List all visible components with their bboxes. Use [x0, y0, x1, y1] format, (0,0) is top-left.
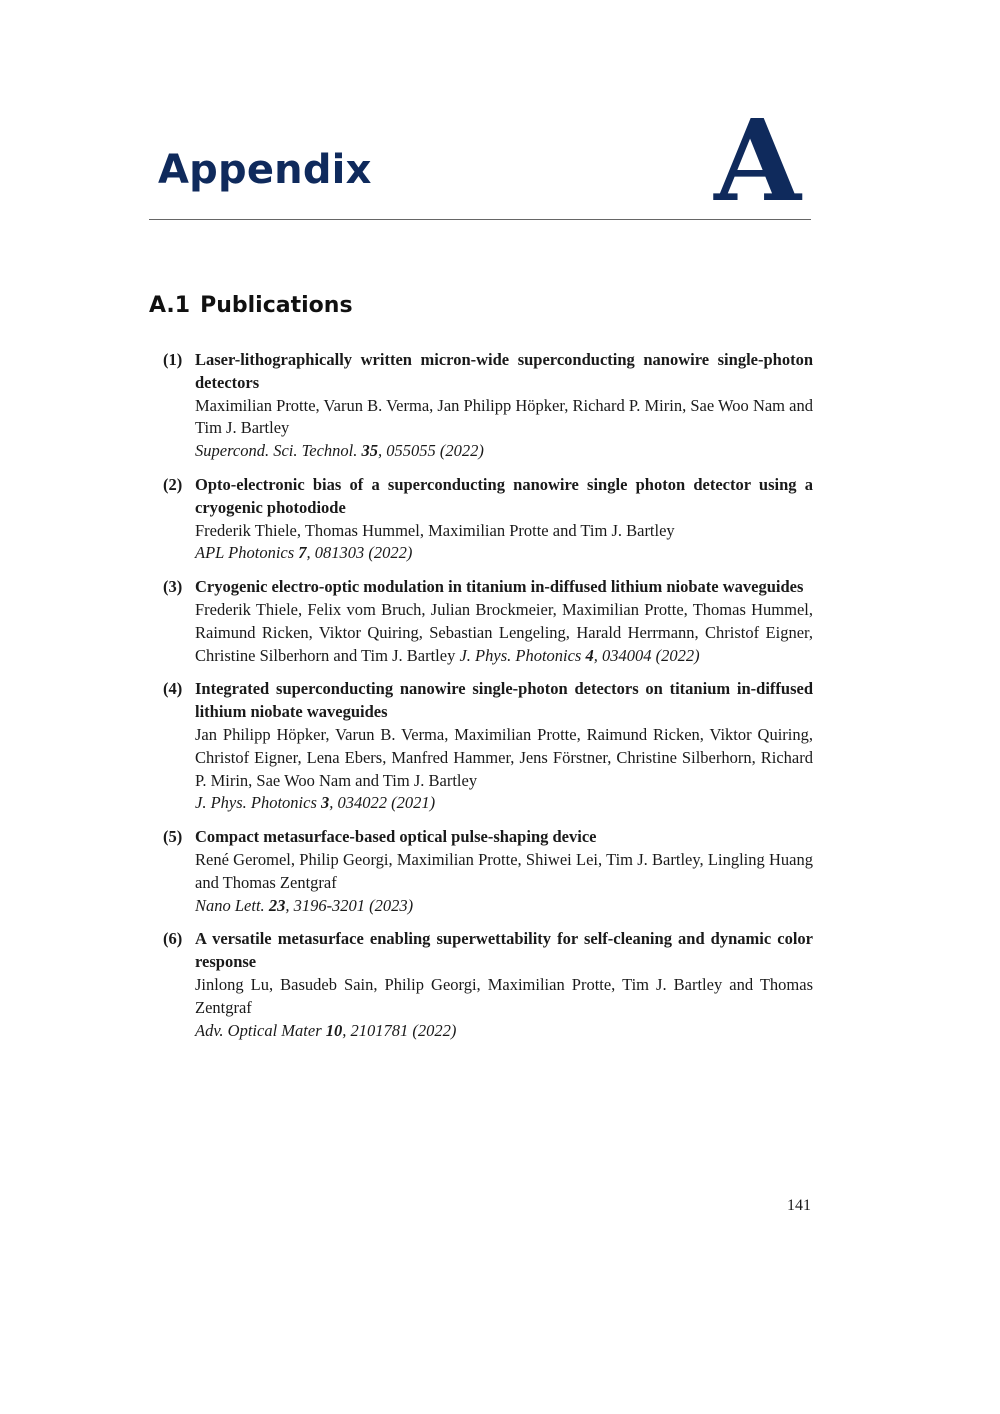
journal-volume: 4: [585, 645, 594, 665]
publication-title: Laser-lithographically written micron-wide superconducting nanowire single-photon detectors: [195, 350, 813, 392]
page-number: 141: [787, 1197, 811, 1214]
journal-name: Supercond. Sci. Technol.: [195, 441, 358, 461]
chapter-letter: A: [714, 96, 801, 227]
publication-title: Integrated superconducting nanowire single-photon detectors on titanium in-diffused lithium niobate waveguides: [195, 679, 813, 722]
publication-authors: Maximilian Protte, Varun B. Verma, Jan Philipp Höpker, Richard P. Mirin, Sae Woo Nam and Tim J. Bartley: [195, 395, 813, 438]
publication-list: [163, 349, 813, 1053]
journal-name: J. Phys. Photonics: [459, 645, 582, 665]
publication-authors: Frederik Thiele, Felix vom Bruch, Julian Brockmeier, Maximilian Protte, Thomas Hummel, Raimund Ricken, Viktor Quiring, Sebastian Lengeling, Harald Herrmann, Christof Eigner, Christine Silberhorn and Tim J. Bartley: [195, 599, 813, 665]
journal-name: J. Phys. Photonics: [195, 793, 317, 813]
publication-authors: Frederik Thiele, Thomas Hummel, Maximilian Protte and Tim J. Bartley: [195, 520, 675, 540]
publication-item: [163, 826, 813, 917]
journal-volume: 35: [361, 441, 379, 461]
journal-volume: 7: [298, 543, 307, 563]
publication-citation: [195, 543, 412, 562]
publication-citation: [459, 646, 699, 665]
publication-title: A versatile metasurface enabling superwettability for self-cleaning and dynamic color response: [195, 929, 813, 972]
publication-body: [195, 349, 813, 463]
publication-authors: Jan Philipp Höpker, Varun B. Verma, Maximilian Protte, Raimund Ricken, Viktor Quiring, Christof Eigner, Lena Ebers, Manfred Hammer, Jens Förstner, Christine Silberhorn, Richard P. Mirin, Sae Woo Nam and Tim J. Bartley: [195, 724, 813, 790]
publication-number: (4): [163, 679, 183, 699]
citation-details: , 034022 (2021): [329, 793, 436, 813]
publication-item: [163, 928, 813, 1042]
publication-body: [195, 576, 813, 667]
journal-volume: 3: [321, 793, 330, 813]
journal-volume: 23: [268, 895, 286, 915]
publication-item: [163, 576, 813, 667]
publication-number: (2): [163, 474, 183, 494]
publication-body: [195, 474, 813, 565]
section-title: Publications: [200, 293, 353, 318]
journal-name: Nano Lett.: [195, 895, 265, 915]
publication-title: Opto-electronic bias of a superconducting nanowire single photon detector using a cryogenic photodiode: [195, 474, 813, 517]
publication-title: Cryogenic electro-optic modulation in titanium in-diffused lithium niobate waveguides: [195, 577, 804, 597]
publication-title: Compact metasurface-based optical pulse-shaping device: [195, 827, 597, 847]
publication-number: (3): [163, 577, 183, 597]
publication-body: [195, 826, 813, 917]
citation-details: , 081303 (2022): [306, 543, 413, 563]
publication-citation: [195, 793, 435, 812]
journal-name: Adv. Optical Mater: [195, 1020, 322, 1040]
section-number: A.1: [149, 293, 191, 318]
publication-number: (6): [163, 929, 183, 949]
journal-name: APL Photonics: [195, 543, 295, 563]
publication-item: [163, 474, 813, 565]
publication-citation: [195, 1021, 456, 1040]
publication-number: (1): [163, 350, 183, 369]
publication-citation: [195, 441, 484, 460]
chapter-title: Appendix: [158, 147, 372, 193]
citation-details: , 3196-3201 (2023): [285, 895, 414, 915]
chapter-divider: [149, 219, 811, 220]
chapter-header: [149, 96, 811, 227]
citation-details: , 2101781 (2022): [342, 1020, 457, 1040]
publication-item: [163, 349, 813, 463]
publication-authors: René Geromel, Philip Georgi, Maximilian Protte, Shiwei Lei, Tim J. Bartley, Lingling Huang and Thomas Zentgraf: [195, 849, 813, 892]
publication-body: [195, 928, 813, 1042]
publication-citation: [195, 896, 413, 915]
publication-item: [163, 678, 813, 815]
section-heading: [149, 292, 353, 320]
publication-body: [195, 678, 813, 815]
publication-authors: Jinlong Lu, Basudeb Sain, Philip Georgi, Maximilian Protte, Tim J. Bartley and Thomas Zentgraf: [195, 974, 813, 1017]
citation-details: , 055055 (2022): [378, 441, 484, 461]
citation-details: , 034004 (2022): [593, 645, 700, 665]
publication-number: (5): [163, 827, 183, 847]
journal-volume: 10: [325, 1020, 343, 1040]
